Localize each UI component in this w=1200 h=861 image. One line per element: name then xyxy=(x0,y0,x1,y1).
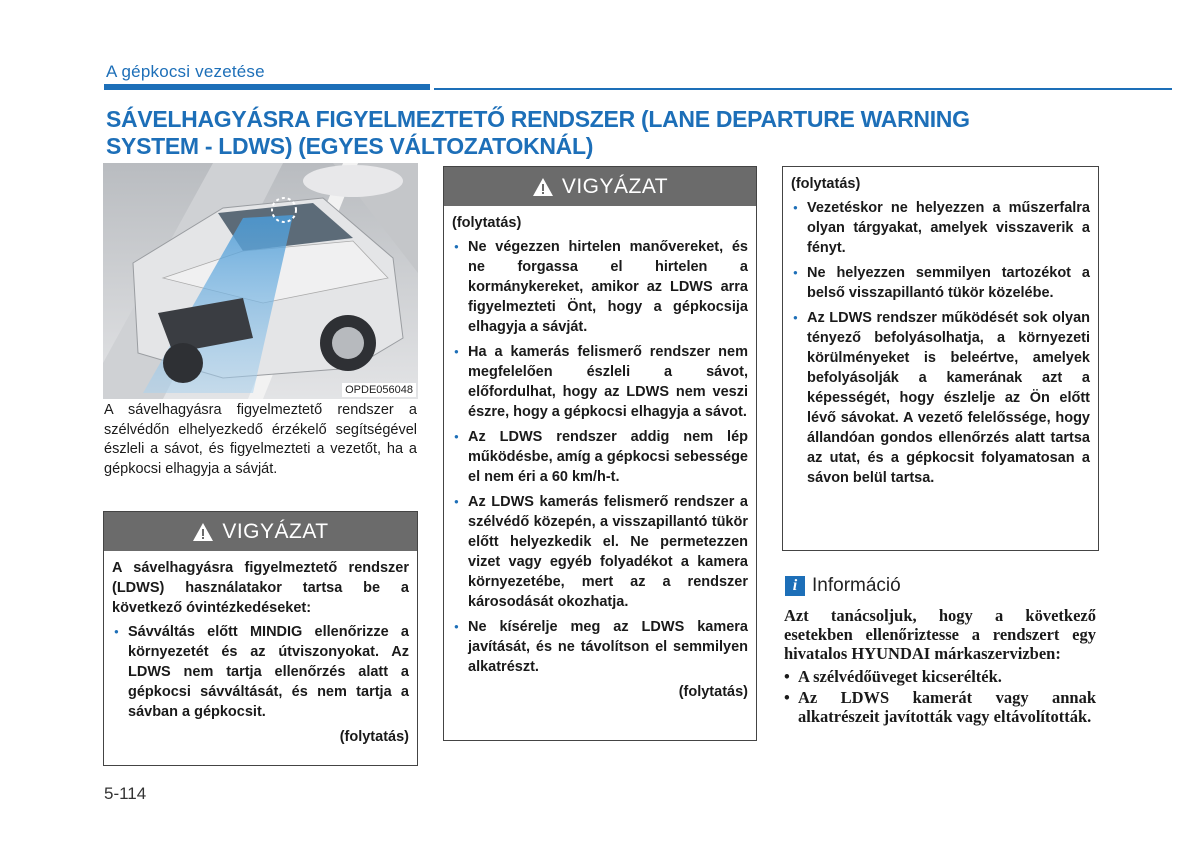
caution-box-1 xyxy=(103,511,418,766)
warning-icon xyxy=(192,522,214,542)
caution-box-3 xyxy=(782,166,1099,551)
intro-paragraph: A sávelhagyásra figyelmeztető rendszer a szélvédőn elhelyezkedő érzékelő segítségével észleli a sávot, és figyelmezteti a vezetőt, ha a gépkocsi elhagyja a sávját. xyxy=(104,402,417,477)
caution-heading: VIGYÁZAT xyxy=(222,519,329,543)
info-title: Információ xyxy=(812,575,901,596)
continued-label: (folytatás) xyxy=(678,684,748,700)
continued-label: (folytatás) xyxy=(339,729,409,745)
caution-item: ● Ha a kamerás felismerő rendszer nem megfelelően észleli a sávot, előfordulhat, hogy az LDWS nem veszi észre, hogy a gépkocsi elhagyja a sávot. xyxy=(452,342,748,422)
info-lead: Azt tanácsoljuk, hogy a következő esetekben ellenőriztesse a rendszert egy hivatalos HYUNDAI márkaszervizben: xyxy=(784,606,1096,663)
caution-lead: (folytatás) xyxy=(452,215,522,231)
car-illustration xyxy=(103,163,418,399)
caution-item: ● Az LDWS rendszer addig nem lép működésbe, amíg a gépkocsi sebessége el nem éri a 60 km/h-t. xyxy=(452,427,748,487)
caution-lead: A sávelhagyásra figyelmeztető rendszer (LDWS) használatakor tartsa be a következő óvintézkedéseket: xyxy=(112,560,409,616)
info-item: • Az LDWS kamerát vagy annak alkatrészeit javították vagy eltávolították. xyxy=(784,688,1096,726)
caution-header xyxy=(444,167,756,206)
caution-box-2 xyxy=(443,166,757,741)
info-icon: i xyxy=(785,576,805,596)
page-number: 5-114 xyxy=(104,784,147,803)
info-item: • A szélvédőüveget kicserélték. xyxy=(784,667,1096,686)
info-body xyxy=(784,606,1096,728)
info-header xyxy=(785,575,901,597)
caution-lead: (folytatás) xyxy=(791,176,861,192)
section-header: A gépkocsi vezetése xyxy=(106,62,265,81)
figure-code: OPDE056048 xyxy=(342,383,416,397)
caution-header xyxy=(104,512,417,551)
caution-heading: VIGYÁZAT xyxy=(561,174,669,198)
caution-item: ● Az LDWS rendszer működését sok olyan tényező befolyásolhatja, a környezeti körülményeket is beleértve, amelyek befolyásolják a kamerának azt a képességét, hogy észlelje az Ön előtt lévő sávokat. A vezető felelőssége, hogy állandóan gondos ellenőrzés alatt tartsa az utat, és a gépkocsit folyamatosan a sávon belül tartsa. xyxy=(791,308,1090,488)
page-title: SÁVELHAGYÁSRA FIGYELMEZTETŐ RENDSZER (LANE DEPARTURE WARNING SYSTEM - LDWS) (EGYES VÁLTOZATOKNÁL) xyxy=(106,106,970,159)
caution-item: ● Vezetéskor ne helyezzen a műszerfalra olyan tárgyakat, amelyek visszaverik a fényt. xyxy=(791,198,1090,258)
car-figure xyxy=(103,163,418,399)
caution-item: ● Ne kísérelje meg az LDWS kamera javítását, és ne távolítson el semmilyen alkatrészt. xyxy=(452,617,748,677)
header-rule-thick xyxy=(104,84,430,90)
warning-icon xyxy=(532,177,554,197)
caution-item: ● Sávváltás előtt MINDIG ellenőrizze a környezetét és az útviszonyokat. Az LDWS nem tartja ellenőrzés alatt a gépkocsi sávváltását, és nem tartja a sávban a gépkocsit. xyxy=(112,622,409,722)
caution-item: ● Az LDWS kamerás felismerő rendszer a szélvédő közepén, a visszapillantó tükör előtt helyezkedik el. Ne permetezzen vizet vagy egyéb folyadékot a kamera környezetébe, mert az a rendszer károsodását okozhatja. xyxy=(452,492,748,612)
header-rule-thin xyxy=(434,88,1172,90)
caution-item: ● Ne végezzen hirtelen manővereket, és ne forgassa el hirtelen a kormánykereket, amikor az LDWS arra figyelmezteti Önt, hogy a gépkocsija elhagyja a sávját. xyxy=(452,237,748,337)
caution-item: ● Ne helyezzen semmilyen tartozékot a belső visszapillantó tükör közelébe. xyxy=(791,263,1090,303)
